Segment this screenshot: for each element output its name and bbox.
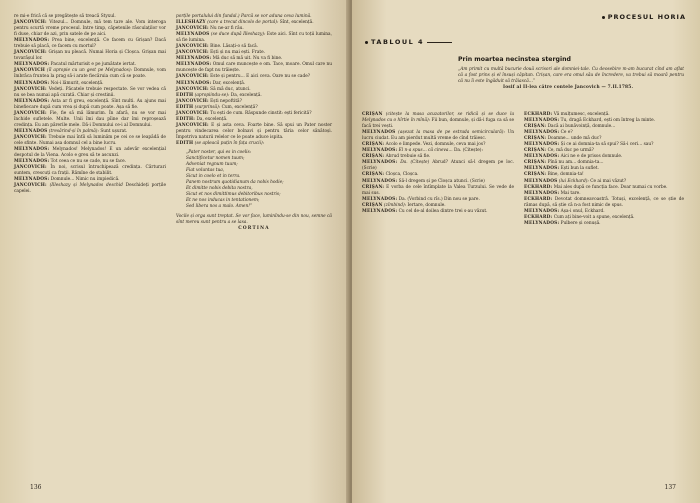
dialogue-text: Pînă nu am... domnia-ta... [547, 160, 604, 166]
speaker-name: CRIȘAN: [362, 154, 385, 160]
speaker-name: JANCOVICH: [14, 110, 47, 116]
speaker-name: CRIȘAN: [524, 136, 547, 142]
dialogue-line [14, 147, 166, 159]
stage-direction: porțile portalului din fundal.) Parcă se vor aduna ceva lumină. [176, 14, 312, 19]
dialogue-line [14, 135, 166, 147]
dialogue-text: Pacatul mărturisit e pe jumătate iertat. [50, 62, 136, 68]
speaker-name: EDITH: [176, 116, 196, 122]
speaker-name: EDITH [176, 140, 194, 146]
dialogue-text: Tu, dragă Eckhard, ești om întreg la minte. [560, 118, 656, 124]
speaker-name: CRIȘAN: [524, 160, 547, 166]
dialogue-text: Mai ales după ce funcția face. Doar numai cu vorbe. [553, 184, 668, 190]
speaker-name: JANCOVICH: [176, 44, 209, 50]
running-header [599, 13, 686, 21]
prayer-line: Sicut in coelo et in terra. [186, 174, 241, 180]
dialogue-line [14, 183, 166, 195]
prayer-line: „Pater noster, qui es in coelis: [186, 150, 252, 156]
dialogue-text: Sunt ușurat. [100, 128, 128, 134]
dialogue-text: Aici ne e de prisos domnule. [560, 154, 623, 160]
closing-direction: Vocile și orga sunt treptat. Se vor face, luminîndu-se din nou, semne că sînt mereu sunt pentru a se lasa. [176, 213, 332, 225]
stage-direction: (se duce după Illeshazy): [210, 32, 266, 38]
dialogue-line [14, 68, 166, 80]
dialogue-line [176, 123, 332, 141]
dialogue-text: Un lucru ciudat. Eu am pierdut multă vreme de cînd trăiesc. [362, 130, 514, 142]
tablou-heading [362, 38, 424, 46]
dialogue-text: Să mă duc, atunci. [210, 86, 251, 92]
dialogue-text: Prea bine, excelență. Ce facem cu Grișan? Dacă trebuie să placă, ce facem cu mortul? [14, 38, 166, 50]
prayer-line: Fiat voluntas tua, [186, 168, 225, 174]
speaker-name: MELYNADOS: [524, 118, 560, 124]
stage-direction: (zîmbind): [383, 202, 407, 208]
dialogue-text: Da, excelență. [230, 92, 262, 98]
dialogue-line [14, 165, 166, 177]
dialogue-line [14, 20, 166, 38]
dialogue-text: Abrud? Atunci să-l dregem pe loc. (Scrie) [362, 160, 514, 172]
speaker-name: JANCOVICH: [176, 122, 209, 128]
right-column-1 [362, 112, 514, 215]
dialogue-line [14, 38, 166, 50]
speaker-name: MELYNADOS: [524, 142, 560, 148]
scene-epigraph: „Am primit cu multă bucurie două scrisori ale domniei-tale. Cu deosebire m-am bucurat cînd am aflat că a fost prins și el însuși căpitan. Crișan, care era omul său de încredere, va trebui să moară pentru că nu îi este îngăduit să trăiască...” [458, 67, 684, 85]
dialogue-line [524, 221, 684, 227]
prayer-verse [186, 150, 332, 210]
dialogue-text: Este și pentru... E aici ceva. Oare nu se cade? [210, 74, 311, 80]
dialogue-text: Deschideți porțile capelei. [14, 183, 166, 195]
dialogue-text: Să-l dregem și pe Cloșca atunci. (Scrie) [398, 178, 485, 184]
speaker-name: CRIȘAN [362, 202, 383, 208]
dialogue-text: Melynados! Melynados! E un adevăr excelențial despotul de la Viena. Acolo e greu să te ascunzi. [14, 147, 166, 159]
speaker-name: CRIȘAN [362, 112, 383, 117]
speaker-name: ECKHARD: [524, 184, 553, 190]
speaker-name: JANCOVICH: [14, 86, 47, 92]
dialogue-text: Abrud trebuie să fie. [385, 154, 431, 160]
dialogue-text: Bine, domnia-ta! [547, 172, 584, 178]
page-number-right: 137 [664, 484, 676, 491]
scene-epigraph-source: Iosif al II-lea către contele Jancovich — 7.II.1785. [503, 85, 634, 91]
dialogue-line [14, 50, 166, 62]
dialogue-text: Asta ar fi greu, excelență. Sînt multi. Au ajuns mai binefiecare după cum vrea și după cum poate. Așa să fie. [14, 98, 166, 110]
speaker-name: MELYNADOS: [14, 38, 50, 44]
dialogue-text: Ce ai mai văzut? [590, 178, 627, 184]
speaker-name: JANCOVICH: [14, 50, 47, 56]
left-column-1 [14, 14, 166, 195]
cortina-label: CORTINA [238, 225, 270, 231]
dialogue-text: Dacă ai bunăvoință, domnule... [547, 124, 616, 130]
running-title: PROCESUL HORIA [607, 13, 686, 21]
speaker-name: CRIȘAN: [362, 184, 385, 190]
speaker-name: MELYNADOS: [524, 190, 560, 196]
speaker-name: CRIȘAN: [362, 142, 385, 148]
speaker-name: MELYNADOS: [362, 160, 398, 166]
speaker-name: JANCOVICH: [176, 74, 209, 80]
speaker-name: MELYNADOS [176, 32, 210, 38]
speaker-name: MELYNADOS: [14, 98, 50, 104]
speaker-name: MELYNADOS: [14, 147, 50, 153]
speaker-name: MELYNADOS: [524, 220, 560, 226]
stage-direction: Da. (Citește) [400, 160, 430, 166]
dialogue-text: Cu cel de-al doilea dintre trei s-au văzut. [398, 208, 488, 214]
dialogue-text: Ești bun la suflet. [560, 166, 599, 172]
speaker-name: JANCOVICH: [176, 110, 209, 116]
speaker-name: MELYNADOS: [362, 208, 398, 214]
dialogue-text: Ești nepoftită? [210, 98, 242, 104]
speaker-name: MELYNADOS [362, 130, 396, 136]
speaker-name: JANCOVICH: [176, 50, 209, 56]
speaker-name: JANCOVICH: [14, 183, 47, 189]
speaker-name: JANCOVICH: [14, 20, 47, 26]
stage-direction: (apropiindu-se): [194, 92, 230, 98]
speaker-name: JANCOVICH: [14, 165, 47, 171]
dialogue-line [362, 160, 514, 172]
dialogue-text: Dar, excelență. [212, 80, 246, 86]
dialogue-text: E și asta ceva. Foarte bine. Să spui un Pater noster pentru vindecarea celor bolnavi și pentru tăria celor sănătoși. Împotriva naturii relelor ce le poate aduce ispita. [176, 122, 332, 140]
dialogue-line [176, 62, 332, 74]
speaker-name: JANCOVICH: [176, 26, 209, 32]
bullet-icon [602, 16, 605, 19]
speaker-name: MELYNADOS: [524, 208, 560, 214]
stage-direction: (se apleacă puțin în fața crucii): [194, 140, 265, 146]
dialogue-text: Ce, mă duc pe urmă? [547, 148, 594, 154]
dialogue-text: Da. (Vorbind cu rîs.) Din nou se pare. [398, 196, 480, 202]
dialogue-line [524, 197, 684, 209]
dialogue-line [14, 111, 166, 129]
speaker-name: MELYNADOS: [14, 80, 50, 86]
tablou-rule [427, 42, 452, 43]
prayer-line: Sicut et nos dimittimus debitoribus nostris; [186, 192, 281, 198]
dialogue-text: Vitezul... Domnule, mă tem tare ale. Vom interoga pentru scurtă vreme procesul. Intre timp, căpetenile răsculaților vor fi duse, chiar de azi, prin satele de pe aici. [14, 20, 166, 38]
dialogue-line [362, 185, 514, 197]
dialogue-text: Sînt, excelență. [279, 20, 314, 26]
stage-direction: (lui Eckhard): [558, 178, 589, 184]
dialogue-text: Vă mulțumesc, excelență. [553, 112, 610, 117]
dialogue-text: Este aici. Sînt cu toții lumina, să fie lumina. [176, 32, 332, 44]
dialogue-text: re mi-e frică că se pregătește să treacă Styxul. [14, 14, 116, 19]
prayer-line: Et ne nos inducas in tentationem; [186, 198, 260, 204]
scene-intro [458, 67, 684, 91]
stage-direction: (care a trecut dincolo de portal): [207, 20, 279, 26]
dialogue-text: Acolo e limpede. Vezi, domnule, ceva mai jos? [385, 142, 486, 148]
dialogue-text: Cloșca, Cloșca. [385, 172, 419, 178]
speaker-name: JANCOVICH: [176, 98, 209, 104]
dialogue-line [14, 99, 166, 111]
dialogue-text: Domnule, vom îmbrăca fruntea la prag să-i arate fiecăruia cum că se poate. [14, 68, 166, 80]
dialogue-line [176, 32, 332, 44]
dialogue-text: Devotat domneavoastră. Totuși, excelență, ce se știe de rămas după, să știe că n-a fost nimic de spus. [524, 196, 684, 208]
speaker-name: MELYNADOS [14, 128, 48, 134]
dialogue-text: Domnule... Nimic nu impiedică. [50, 177, 120, 183]
stage-direction: (tresărind-și în palmă): [48, 128, 99, 134]
dialogue-text: Da. (Citește): [453, 148, 483, 154]
speaker-name: MELYNADOS: [14, 177, 50, 183]
speaker-name: MELYNADOS: [524, 154, 560, 160]
dialogue-text: Cum, excelență? [221, 104, 258, 110]
speaker-name: MELYNADOS: [362, 178, 398, 184]
stage-direction: El n-a spus... că cineva... [398, 148, 453, 154]
dialogue-text: Nu ne-ar fi rău. [210, 26, 244, 32]
dialogue-text: Grișan nu pleacă. Numai Horia și Cloșca. Grișan mai tovarășul lor. [14, 50, 166, 62]
speaker-name: ECKHARD: [524, 196, 553, 202]
left-column-2 [176, 14, 332, 232]
speaker-name: CRIȘAN: [524, 148, 547, 154]
speaker-name: MELYNADOS [524, 178, 558, 184]
speaker-name: MELYNADOS: [176, 62, 212, 68]
speaker-name: MELYNADOS: [14, 159, 50, 165]
dialogue-text: Doamne... unde mă duc? [547, 136, 602, 142]
dialogue-text: În noi, scrisul întruchipează credința. Cărturari suntem, crescuți ca frații. Rămîne de stabilit. [14, 165, 167, 177]
prayer-line: Sanctificetur nomen tuum; [186, 156, 245, 162]
speaker-name: EDITH [176, 92, 194, 98]
bullet-icon [365, 41, 368, 44]
stage-direction: (îl apropie cu un gest pe Melynados): [47, 68, 132, 74]
speaker-name: JANCOVICH [14, 68, 46, 74]
dialogue-text: Cum ați bine-voit a spune, excelență. [553, 214, 635, 220]
right-column-2 [524, 112, 684, 227]
dialogue-text: Fie, fie să mă lămurim. În afară, nu se vor mai închide sufletele. Multe. Unii îmi dau pîine dar îmi reproșează credința. Eu am părerile mele. Dă-i Domnului ce-i al Domnului. [14, 110, 166, 128]
speaker-name: MELYNADOS: [176, 56, 212, 62]
dialogue-text: Fii bun, domnule, și dă-i fuga ca să se facă trei vești. [362, 118, 514, 130]
dialogue-text: Omul care muncește e om. Tace, moare. Omul care nu muncește de fapt nu trăiește. [176, 62, 332, 74]
page-number-left: 136 [30, 484, 42, 491]
dialogue-text: Mă duc să mă uit. Nu va fi bine. [212, 56, 283, 62]
dialogue-text: Da, excelență. [196, 116, 228, 122]
speaker-name: JANCOVICH: [176, 86, 209, 92]
speaker-name: MELYNADOS: [176, 80, 212, 86]
dialogue-line [176, 141, 332, 147]
dialogue-text: Noi-i lămurit, excelență. [50, 80, 104, 86]
dialogue-text: Mai tare. [560, 190, 581, 196]
speaker-name: EDITH [176, 104, 194, 110]
stage-direction: (așezat la masa de pe estrada semicirculară): [398, 130, 505, 136]
tablou-label: TABLOUL 4 [371, 38, 425, 46]
prayer-line: Panem nostrum quotidianum da nobis hodie; [186, 180, 284, 186]
speaker-name: ILLESHAZY [176, 20, 206, 26]
dialogue-text: Vedeți. Păcatele trebuie respectate. Se vor vedea că nu se bea numai apă curată. Chiar și crestinii. [14, 86, 166, 98]
dialogue-text: Tot ceea ce nu se cade, nu se face. [50, 159, 127, 165]
dialogue-text: Ce e? [560, 130, 573, 136]
dialogue-text: Și ce ai domnia-ta să spui? Să-i ceri... sau? [560, 142, 654, 148]
prayer-line: Sed libera nos a malo. Amen!” [186, 204, 253, 210]
dialogue-text: Tu ești de cum. Răspunde cinstit: ești fericită? [210, 110, 312, 116]
speaker-name: MELYNADOS: [524, 130, 560, 136]
dialogue-line [362, 209, 514, 215]
dialogue-line [362, 130, 514, 142]
prayer-line: Adveniat regnum tuum; [186, 162, 238, 168]
stage-direction: (citește la masa acuzatorilor, se ridică și se duce la Melynados cu o hîrtie în mînă): [362, 112, 515, 124]
speaker-name: ECKHARD: [524, 214, 553, 220]
stage-direction: (surprinsă): [194, 104, 221, 110]
speaker-name: ECKHARD: [524, 112, 553, 117]
dialogue-text: Așa-i onul, Eckhard. [560, 208, 605, 214]
dialogue-text: E vorba de cele întîmplate la Valea Turzului. Se vede de mai sus. [362, 184, 514, 196]
speaker-name: MELYNADOS: [362, 196, 398, 202]
speaker-name: MELYNADOS: [14, 62, 50, 68]
dialogue-text: Ești și nu mai ești. Frate. [210, 50, 266, 56]
right-page [352, 0, 700, 503]
speaker-name: JANCOVICH: [14, 134, 47, 140]
speaker-name: MELYNADOS: [362, 148, 398, 154]
speaker-name: CRIȘAN: [524, 172, 547, 178]
stage-direction: (Illeshazy și Melynados deschid [49, 183, 123, 189]
prayer-line: Et dimitte nobis debita nostra, [186, 186, 253, 192]
dialogue-line [14, 87, 166, 99]
dialogue-text: Trebuie mai întîi să luminăm pe cei ce se leapădă de cele sfinte. Numai asa domnul cel a bine lucru. [14, 134, 166, 146]
dialogue-line [362, 112, 514, 130]
dialogue-text: Pulbere și cenușă. [560, 220, 601, 226]
speaker-name: CRIȘAN: [524, 124, 547, 130]
speaker-name: MELYNADOS: [524, 166, 560, 172]
scene-title: Prin moartea necinstea stergind [458, 56, 571, 63]
dialogue-text: Bine. Lăsați-o să facă. [210, 44, 259, 50]
speaker-name: CRIȘAN: [362, 172, 385, 178]
dialogue-text: Iertare, domnule. [407, 202, 446, 208]
